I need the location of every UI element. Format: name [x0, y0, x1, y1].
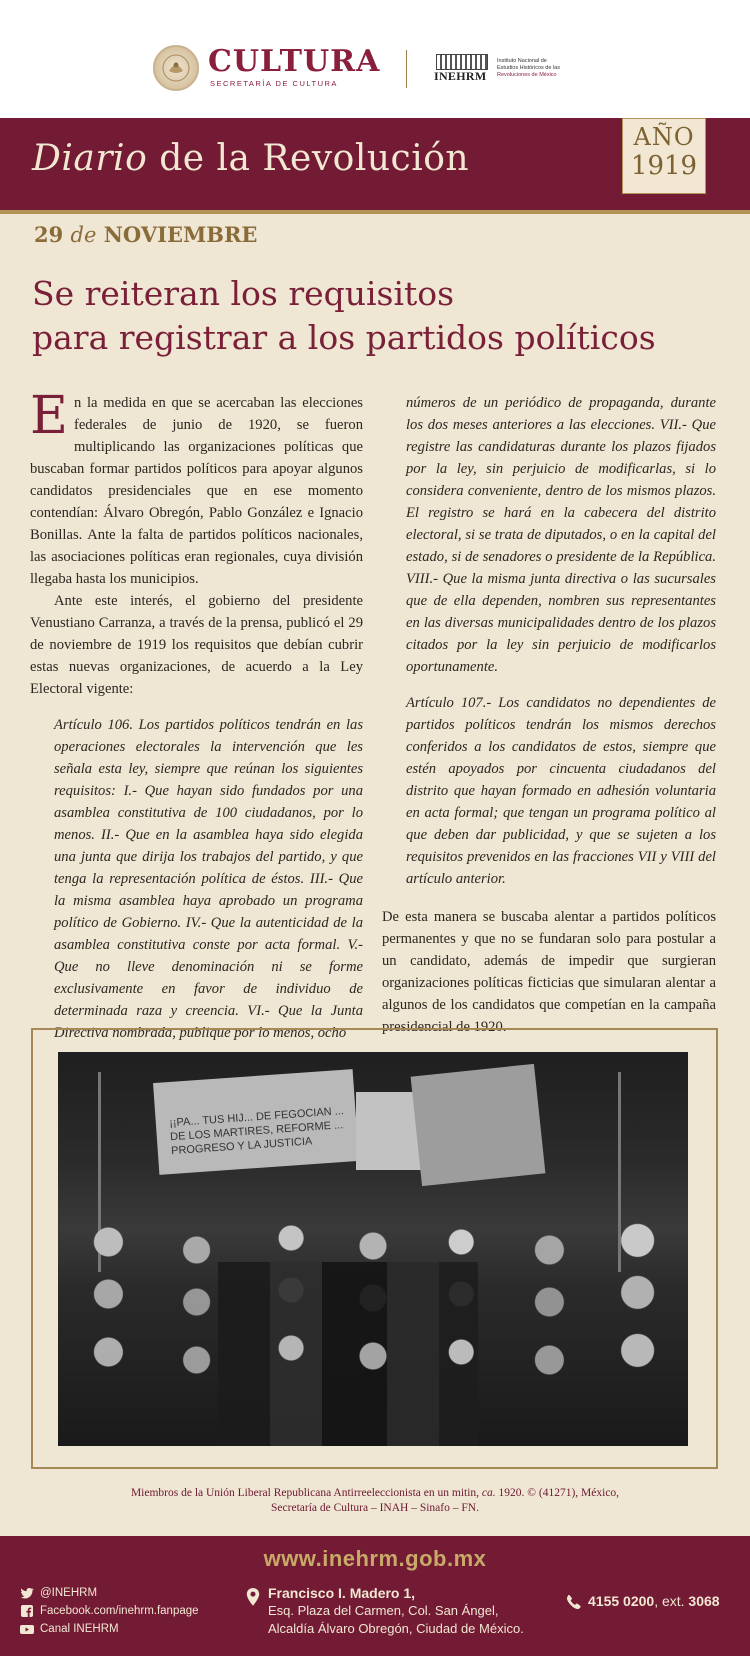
social-links [20, 1584, 199, 1638]
quote-article-106: Artículo 106. Los partidos políticos tendrán en las operaciones electorales la intervención que les señala esta ley, siempre que reúnan los siguientes requisitos: I.- Que hayan sido fundados por una asamblea constitutiva de 100 ciudadanos, por lo menos. II.- Que en la asamblea haya sido elegida una junta que dirija los trabajos del partido, y que tenga la representación política de éstos. III.- Que la misma asamblea haya aprobado un programa político de Gobierno. IV.- Que la autenticidad de la asamblea constitutiva conste por acta formal. V.- Que no lleve denominación ni se forme exclusivamente en favor de individuo de determinada raza y creencia. VI.- Que la Junta Directiva nombrada, publique por lo menos, ocho [54, 717, 363, 1041]
address [268, 1584, 524, 1638]
caption-credit: Secretaría de Cultura – INAH – Sinafo – FN. [271, 1502, 479, 1514]
article-column-right [382, 392, 716, 1038]
logo-divider [406, 50, 407, 88]
protest-banner [411, 1064, 546, 1186]
youtube-channel: Canal INEHRM [40, 1623, 119, 1635]
inehrm-building-icon [436, 54, 488, 70]
inehrm-name-line-3: Revoluciones de México [497, 72, 557, 78]
phone-extension: 3068 [688, 1593, 720, 1609]
series-title-rest: de la Revolución [147, 138, 470, 179]
national-seal-icon [153, 45, 199, 91]
protest-banner-text: ¡¡PA... TUS HIJ... DE FEGOCIAN ... DE LOS MARTIRES, REFORME ... PROGRESO Y LA JUSTICIA [168, 1105, 345, 1158]
address-title: Francisco I. Madero 1, [268, 1585, 416, 1601]
caption-text-2: 1920. © (41271), México, [495, 1487, 620, 1499]
phone-icon [566, 1594, 582, 1610]
year-label: AÑO [633, 123, 695, 151]
facebook-url: Facebook.com/inehrm.fanpage [40, 1605, 199, 1617]
quote-article-107: Artículo 107.- Los candidatos no dependientes de partidos políticos tendrán los mismos derechos conferidos a los candidatos de estos, siempre que estén apoyados por cincuenta ciudadanos del distrito que hayan formado en adhesión voluntaria en acta formal; que tengan un programa político al que deben dar publicidad, y que se sujeten a los requisitos prevenidos en las fracciones VII y VIII del artículo anterior. [406, 695, 716, 887]
facebook-link[interactable] [20, 1602, 199, 1620]
year-value: 1919 [630, 151, 698, 181]
headline-line-1: Se reiteran los requisitos [32, 274, 455, 313]
paragraph-1-text: n la medida en que se acercaban las elecciones federales de junio de 1920, se fueron multiplicando las organizaciones políticas que buscaban formar partidos políticos para apoyar algunos candidatos presidenciales que en ese momento contendían: Álvaro Obregón, Pablo González e Ignacio Bonillas. Ante la falta de partidos políticos nacionales, las asociaciones políticas eran regionales, cuya división llegaba hasta los municipios. [30, 395, 363, 587]
paragraph-1 [30, 386, 363, 590]
photo-caption [60, 1486, 690, 1516]
youtube-icon [20, 1623, 34, 1635]
year-box [622, 118, 706, 194]
headline-line-2: para registrar a los partidos políticos [32, 318, 656, 357]
phone-ext-label: , ext. [654, 1593, 689, 1609]
cultura-logo-subtitle: SECRETARÍA DE CULTURA [210, 79, 338, 88]
article-date [34, 222, 257, 247]
inehrm-logo-text: INEHRM [434, 69, 487, 83]
date-de: de [70, 223, 97, 247]
historical-photo [58, 1052, 688, 1446]
phone-number[interactable] [588, 1593, 720, 1609]
phone-main: 4155 0200 [588, 1593, 655, 1609]
series-title [32, 138, 469, 179]
logo-header [0, 0, 750, 118]
inehrm-name-line-2: Estudios Históricos de las [497, 65, 560, 71]
inehrm-name-line-1: Instituto Nacional de [497, 58, 547, 64]
headline [32, 272, 722, 360]
caption-text-1: Miembros de la Unión Liberal Republicana Antirreeleccionista en un mitin, [130, 1487, 482, 1499]
inehrm-full-name [497, 58, 587, 79]
location-pin-icon [246, 1588, 260, 1606]
gold-rule [0, 210, 750, 214]
series-title-italic: Diario [32, 138, 148, 179]
website-link[interactable]: www.inehrm.gob.mx [263, 1546, 487, 1571]
quote-article-106-continued: números de un periódico de propaganda, durante los dos meses anteriores a las elecciones. VII.- Que registre las candidaturas durante los plazos fijados por la ley, sin perjuicio de modificarlas, si lo considera conveniente, dentro de los mismos plazos. El registro se hará en la cabecera del distrito electoral, si se trata de diputados, o en la capital del estado, si de senadores o presidente de la República. VIII.- Que la misma junta directiva o las sucursales que de ella dependen, nombren sus representantes en las diversas municipalidades dentro de los plazos citados por la ley sin perjuicio de modificarlos oportunamente. [406, 395, 716, 675]
date-day: 29 [34, 222, 64, 247]
drop-cap: E [30, 386, 68, 446]
article-column-left [30, 386, 363, 1044]
paragraph-3: De esta manera se buscaba alentar a partidos políticos permanentes y que no se fundaran solo para postular a un candidato, además de impedir que surgieran organizaciones políticas ficticias que simularan alentar a algunos de los candidatos que competían en la campaña presidencial de 1920. [382, 909, 716, 1035]
address-line-2: Alcaldía Álvaro Obregón, Ciudad de México. [268, 1621, 524, 1636]
twitter-handle: @INEHRM [40, 1587, 98, 1599]
youtube-link[interactable] [20, 1620, 199, 1638]
address-line-1: Esq. Plaza del Carmen, Col. San Ángel, [268, 1603, 499, 1618]
crowd [58, 1320, 688, 1400]
twitter-icon [20, 1587, 34, 1599]
paragraph-2: Ante este interés, el gobierno del presidente Venustiano Carranza, a través de la prensa, publicó el 29 de noviembre de 1919 los requisitos que debían cubrir estas nuevas organizaciones, de acuerdo a la Ley Electoral vigente: [30, 593, 363, 697]
twitter-link[interactable] [20, 1584, 199, 1602]
caption-ca: ca. [481, 1487, 496, 1499]
cultura-logo-text: CULTURA [208, 44, 381, 79]
facebook-icon [20, 1605, 34, 1617]
date-month: NOVIEMBRE [103, 222, 258, 247]
